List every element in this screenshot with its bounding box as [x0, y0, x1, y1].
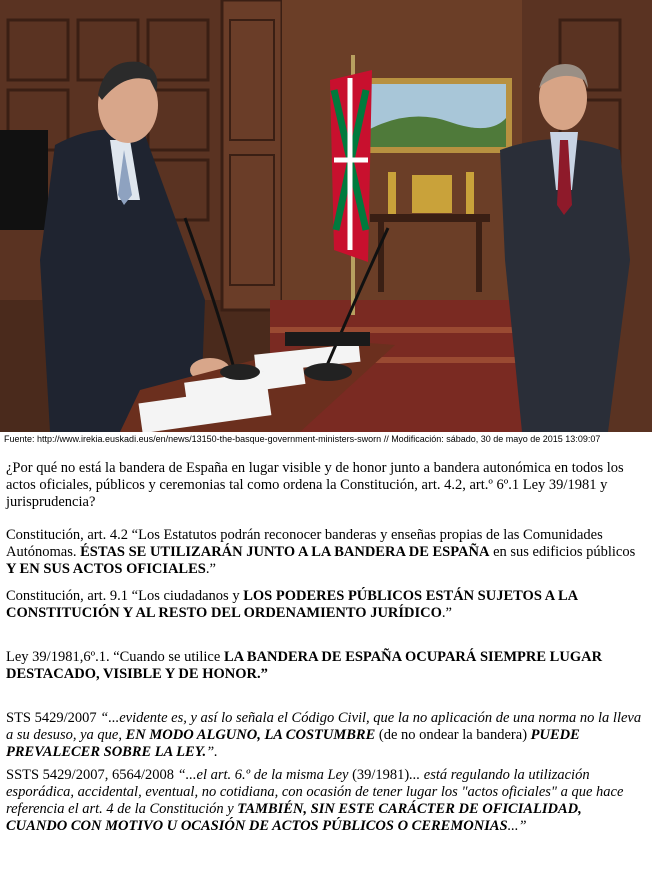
art91-close-quote: .” [441, 605, 452, 621]
sts-close-quote: ”. [206, 744, 218, 760]
ssts-law-number: (39/1981) [348, 767, 410, 783]
sts-emphasis-custom: EN MODO ALGUNO, LA COSTUMBRE [125, 727, 376, 743]
ssts-quote-start: “...el art. 6.º de la misma Ley [177, 767, 349, 783]
ssts-quote-body: ... está regulando la utilización esporádica, accidental, eventual, no cotidiana, con ocasión de tener lugar los "actos oficiales" a que hace referencia el art. 4 de la Constitución y [6, 767, 624, 817]
art42-emphasis-flags: ÉSTAS SE UTILIZARÁN JUNTO A LA BANDERA DE ESPAÑA [80, 544, 490, 560]
ssts-reference: SSTS 5429/2007, 6564/2008 [6, 767, 178, 783]
sts-parenthetical: (de no ondear la bandera) [375, 727, 531, 743]
ley-39-1981-article [6, 649, 646, 683]
art42-text: Constitución, art. 4.2 “Los Estatutos podrán reconocer banderas y enseñas propias de las Comunidades Autónomas. [6, 527, 603, 560]
sts-reference: STS 5429/2007 [6, 710, 101, 726]
constitution-art-4-2 [6, 527, 646, 578]
art42-emphasis-official-acts: Y EN SUS ACTOS OFICIALES [6, 561, 206, 577]
ssts-close-quote: ...” [507, 818, 527, 834]
ley-emphasis: LA BANDERA DE ESPAÑA OCUPARÁ SIEMPRE LUGAR DESTACADO, VISIBLE Y DE HONOR.” [6, 649, 603, 682]
photo-caption: Fuente: http://www.irekia.euskadi.eus/en/news/13150-the-basque-government-ministers-sworn // Modificación: sábado, 30 de mayo de 2015 13:09:07 [4, 434, 601, 444]
constitution-art-9-1 [6, 588, 646, 622]
art42-text-public-buildings: en sus edificios públicos [489, 544, 636, 560]
art91-text: Constitución, art. 9.1 “Los ciudadanos y [6, 588, 244, 604]
ssts-emphasis: TAMBIÉN, SIN ESTE CARÁCTER DE OFICIALIDAD, CUANDO CON MOTIVO U OCASIÓN DE ACTOS PÚBLICOS O CEREMONIAS [6, 801, 582, 834]
art91-emphasis: LOS PODERES PÚBLICOS ESTÁN SUJETOS A LA CONSTITUCIÓN Y AL RESTO DEL ORDENAMIENTO JURÍDICO [6, 588, 578, 621]
ley-text: Ley 39/1981,6º.1. “Cuando se utilice [6, 649, 224, 665]
sts-quote: “...evidente es, y así lo señala el Código Civil, que la no aplicación de una norma no la lleva a su desuso, ya que, [6, 710, 642, 743]
art42-close-quote: .” [205, 561, 216, 577]
sts-5429-2007 [6, 710, 646, 761]
question-paragraph: ¿Por qué no está la bandera de España en lugar visible y de honor junto a bandera autonómica en todos los actos oficiales, públicos y ceremonias tal como ordena la Constitución, art. 4.2, art.º 6º.1 Ley 39/1981 y jurisprudencia? [6, 460, 624, 510]
photo-two-men-standing-at-podium-with-flag-icon [0, 0, 652, 432]
ssts-5429-2007-6564-2008 [6, 767, 646, 835]
sts-emphasis-law: PUEDE PREVALECER SOBRE LA LEY. [6, 727, 580, 760]
